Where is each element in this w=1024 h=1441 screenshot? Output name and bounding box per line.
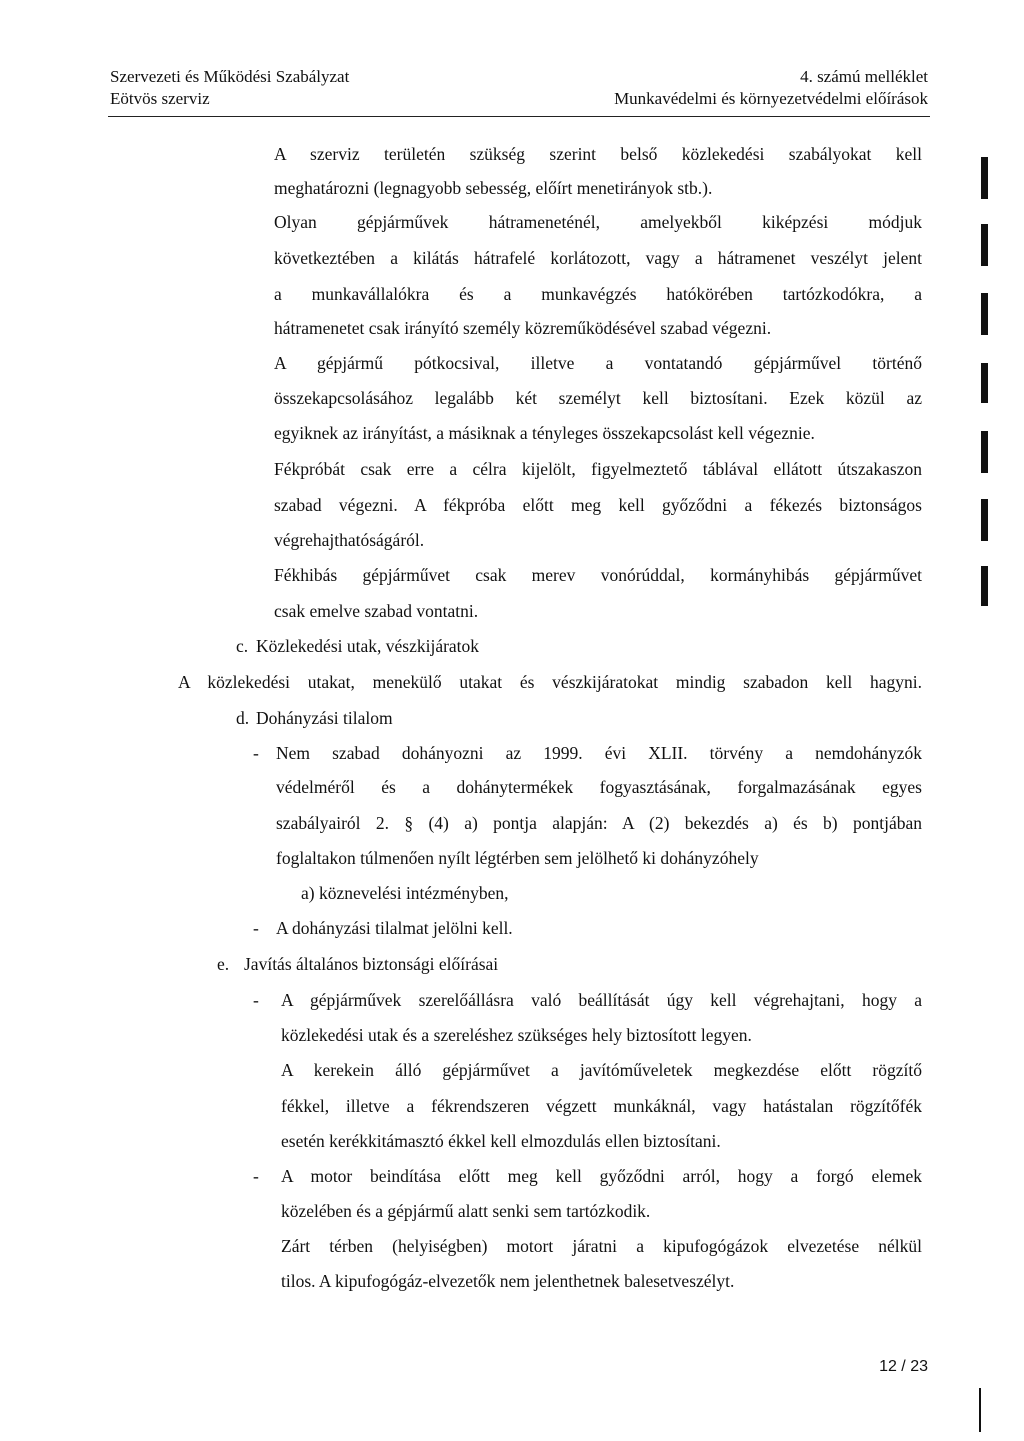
e-bullet-3-dash: - bbox=[253, 1166, 259, 1186]
p3-line-1: A gépjármű pótkocsival, illetve a vontatandó gépjárművel történő bbox=[274, 353, 922, 373]
margin-change-bar bbox=[981, 431, 988, 473]
p1-line-1: A szerviz területén szükség szerint belső közlekedési szabályokat kell bbox=[274, 144, 922, 164]
e-bullet-1-line-2: közlekedési utak és a szereléshez szükséges hely biztosított legyen. bbox=[281, 1025, 752, 1045]
p4-line-3: végrehajthatóságáról. bbox=[274, 530, 425, 550]
page-number: 12 / 23 bbox=[879, 1358, 928, 1375]
e-para-2-line-3: esetén kerékkitámasztó ékkel kell elmozdulás ellen biztosítani. bbox=[281, 1131, 721, 1151]
p4-line-2: szabad végezni. A fékpróba előtt meg kell győződni a fékezés biztonságos bbox=[274, 495, 922, 515]
section-d-heading: Dohányzási tilalom bbox=[256, 708, 393, 728]
p2-line-3: a munkavállalókra és a munkavégzés hatókörében tartózkodókra, a bbox=[274, 284, 922, 304]
e-para-4-line-2: tilos. A kipufogógáz-elvezetők nem jelenthetnek balesetveszélyt. bbox=[281, 1271, 735, 1291]
p5-line-1: Fékhibás gépjárművet csak merev vonórúddal, kormányhibás gépjárművet bbox=[274, 565, 922, 585]
p2-line-2: következtében a kilátás hátrafelé korlátozott, vagy a hátramenet veszélyt jelent bbox=[274, 248, 922, 268]
p4-line-1: Fékpróbát csak erre a célra kijelölt, figyelmeztető táblával ellátott útszakaszon bbox=[274, 459, 922, 479]
margin-change-bar bbox=[981, 224, 988, 266]
d-bullet-1-line-4: foglaltakon túlmenően nyílt légtérben sem jelölhető ki dohányzóhely bbox=[276, 848, 759, 868]
d-bullet-1-line-1: Nem szabad dohányozni az 1999. évi XLII. törvény a nemdohányzók bbox=[276, 743, 922, 763]
section-d-marker: d. bbox=[236, 708, 250, 728]
p5-line-2: csak emelve szabad vontatni. bbox=[274, 601, 479, 621]
margin-change-bar bbox=[981, 157, 988, 199]
e-bullet-3-line-1: A motor beindítása előtt meg kell győződni arról, hogy a forgó elemek bbox=[281, 1166, 922, 1186]
annex-label: 4. számú melléklet bbox=[800, 67, 928, 86]
p1-line-2: meghatározni (legnagyobb sebesség, előírt menetirányok stb.). bbox=[274, 178, 713, 198]
e-bullet-3-line-2: közelében és a gépjármű alatt senki sem tartózkodik. bbox=[281, 1201, 651, 1221]
d-bullet-1-line-2: védelméről és a dohánytermékek fogyasztásának, forgalmazásának egyes bbox=[276, 777, 922, 797]
document-title: Szervezeti és Működési Szabályzat bbox=[110, 67, 350, 86]
e-bullet-1-line-1: A gépjárművek szerelőállásra való beállítását úgy kell végrehajtani, hogy a bbox=[281, 990, 922, 1010]
e-para-4-line-1: Zárt térben (helyiségben) motort járatni a kipufogógázok elvezetése nélkül bbox=[281, 1236, 922, 1256]
d-bullet-2-text: A dohányzási tilalmat jelölni kell. bbox=[276, 918, 513, 938]
section-c-heading: Közlekedési utak, vészkijáratok bbox=[256, 636, 480, 656]
e-bullet-1-dash: - bbox=[253, 990, 259, 1010]
d-bullet-1-line-3: szabályairól 2. § (4) a) pontja alapján: A (2) bekezdés a) és b) pontjában bbox=[276, 813, 922, 833]
margin-rule bbox=[979, 1388, 981, 1432]
annex-title: Munkavédelmi és környezetvédelmi előírások bbox=[614, 89, 928, 108]
margin-change-bar bbox=[981, 293, 988, 335]
e-para-2-line-2: fékkel, illetve a fékrendszeren végzett munkáknál, vagy hatástalan rögzítőfék bbox=[281, 1096, 922, 1116]
d-bullet-2-dash: - bbox=[253, 918, 259, 938]
e-para-2-line-1: A kerekein álló gépjárművet a javítóműveletek megkezdése előtt rögzítő bbox=[281, 1060, 922, 1080]
margin-change-bar bbox=[981, 499, 988, 541]
section-c-text: A közlekedési utakat, menekülő utakat és vészkijáratokat mindig szabadon kell hagyni. bbox=[178, 672, 922, 692]
d-sub-item-a: a) köznevelési intézményben, bbox=[301, 883, 509, 903]
margin-change-bar bbox=[981, 566, 988, 606]
header-left bbox=[110, 66, 349, 110]
margin-change-bar bbox=[981, 363, 988, 403]
section-e-heading: Javítás általános biztonsági előírásai bbox=[244, 954, 499, 974]
p2-line-1: Olyan gépjárművek hátrameneténél, amelyekből kiképzési módjuk bbox=[274, 212, 922, 232]
p3-line-2: összekapcsolásához legalább két személyt kell biztosítani. Ezek közül az bbox=[274, 388, 922, 408]
section-c-marker: c. bbox=[236, 636, 249, 656]
section-e-marker: e. bbox=[217, 954, 230, 974]
organization-name: Eötvös szerviz bbox=[110, 89, 210, 108]
p3-line-3: egyiknek az irányítást, a másiknak a tényleges összekapcsolást kell végeznie. bbox=[274, 423, 815, 443]
header-right bbox=[614, 66, 928, 110]
p2-line-4: hátramenetet csak irányító személy közreműködésével szabad végezni. bbox=[274, 318, 772, 338]
d-bullet-1-dash: - bbox=[253, 743, 259, 763]
header-divider bbox=[108, 116, 930, 117]
